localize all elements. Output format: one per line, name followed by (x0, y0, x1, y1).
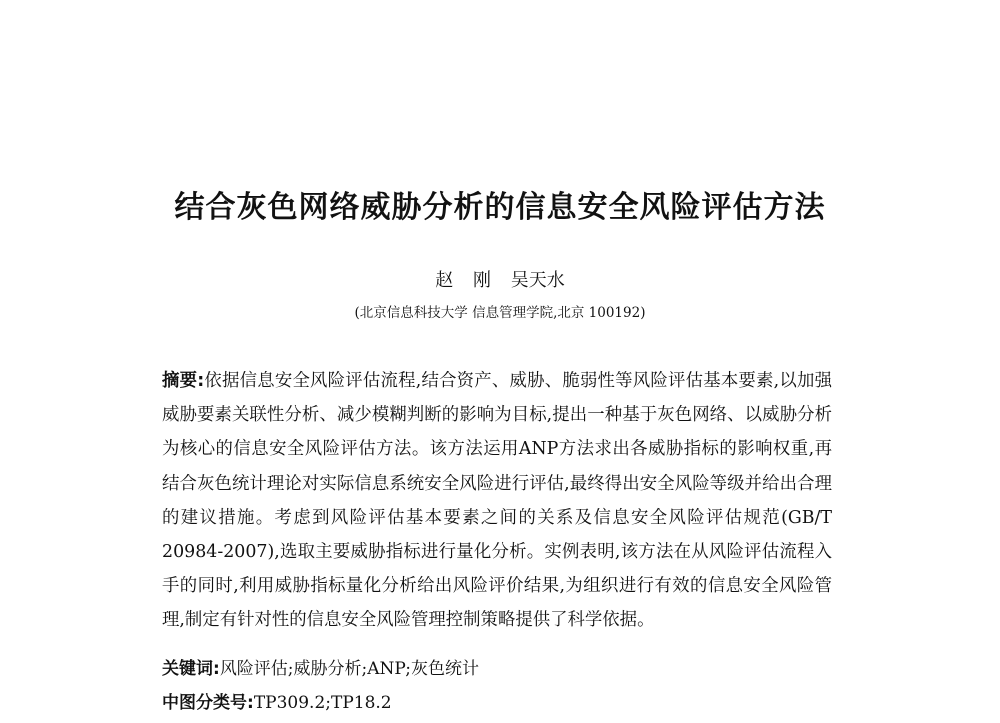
authors: 赵 刚 吴天水 (435, 270, 565, 291)
affiliation: (北京信息科技大学 信息管理学院,北京 100192) (354, 305, 646, 321)
paper-title: 结合灰色网络威胁分析的信息安全风险评估方法 (174, 190, 826, 225)
abstract (162, 364, 832, 638)
classification (162, 688, 842, 718)
keywords-text: 风险评估;威胁分析;ANP;灰色统计 (219, 659, 479, 679)
abstract-text: 依据信息安全风险评估流程,结合资产、威胁、脆弱性等风险评估基本要素,以加强威胁要素关联性分析、减少模糊判断的影响为目标,提出一种基于灰色网络、以威胁分析为核心的信息安全风险评估方法。该方法运用ANP方法求出各威胁指标的影响权重,再结合灰色统计理论对实际信息系统安全风险进行评估,最终得出安全风险等级并给出合理的建议措施。考虑到风险评估基本要素之间的关系及信息安全风险评估规范(GB/T 20984-2007),选取主要威胁指标进行量化分析。实例表明,该方法在从风险评估流程入手的同时,利用威胁指标量化分析给出风险评价结果,为组织进行有效的信息安全风险管理,制定有针对性的信息安全风险管理控制策略提供了科学依据。 (162, 371, 832, 631)
classification-label: 中图分类号: (162, 693, 254, 713)
abstract-label: 摘要: (162, 371, 205, 391)
keywords (162, 654, 842, 684)
classification-text: TP309.2;TP18.2 (253, 693, 392, 713)
keywords-label: 关键词: (162, 659, 220, 679)
